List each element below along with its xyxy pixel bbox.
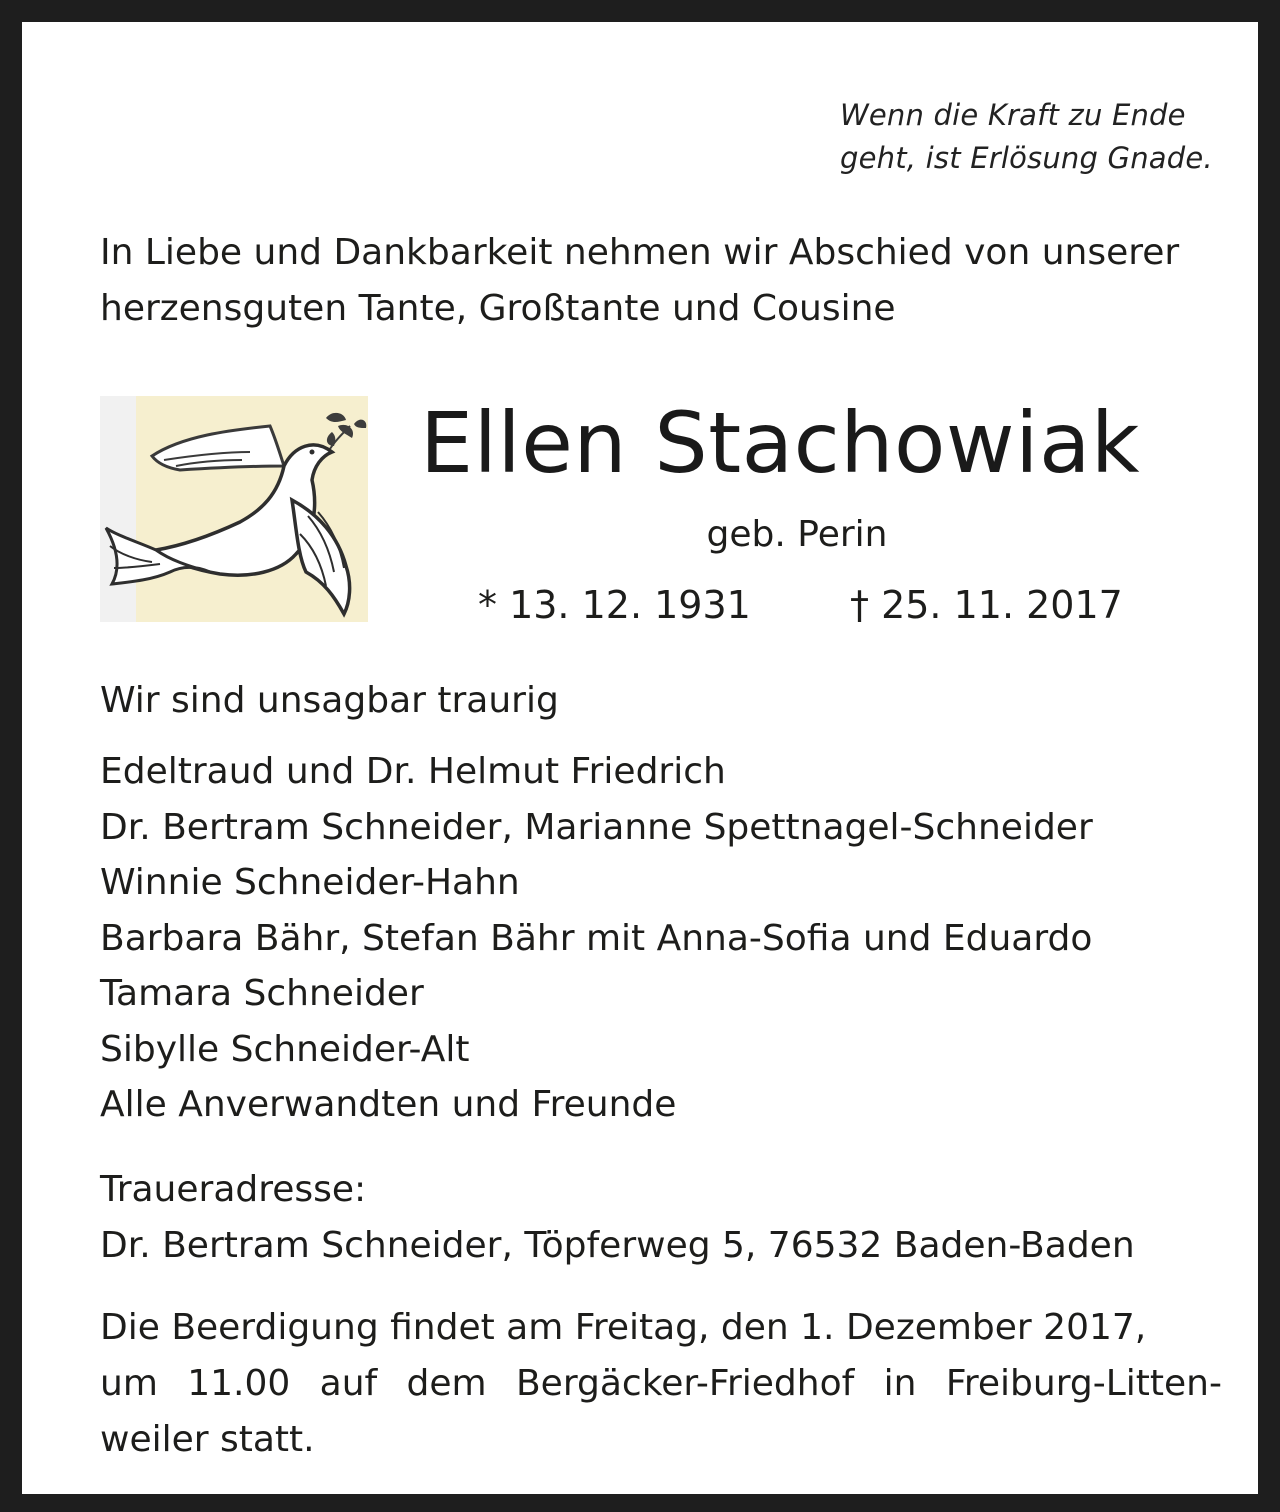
funeral-word: um xyxy=(100,1363,158,1404)
intro-text xyxy=(100,225,1250,337)
funeral-word: 11.00 xyxy=(187,1363,291,1404)
motto-line-1: Wenn die Kraft zu Ende xyxy=(840,98,1186,132)
funeral-word: auf xyxy=(319,1363,378,1404)
funeral-line-3: weiler statt. xyxy=(100,1419,315,1460)
funeral-word: Freiburg-Litten- xyxy=(945,1363,1222,1404)
dove-image xyxy=(100,396,368,622)
mourner-entry: Alle Anverwandten und Freunde xyxy=(100,1084,677,1125)
motto-quote xyxy=(840,94,1260,180)
funeral-notice xyxy=(100,1300,1222,1468)
funeral-line-2 xyxy=(100,1356,1222,1412)
mourner-entry: Winnie Schneider-Hahn xyxy=(100,862,520,903)
funeral-line-1: Die Beerdigung findet am Freitag, den 1. Dezember 2017, xyxy=(100,1307,1147,1348)
mourner-entry: Edeltraud und Dr. Helmut Friedrich xyxy=(100,751,726,792)
maiden-name: geb. Perin xyxy=(706,514,888,555)
deceased-name: Ellen Stachowiak xyxy=(420,394,1141,492)
address-value: Dr. Bertram Schneider, Töpferweg 5, 76532 Baden-Baden xyxy=(100,1225,1135,1266)
dove-with-branch-icon xyxy=(100,396,368,622)
motto-line-2: geht, ist Erlösung Gnade. xyxy=(840,141,1213,175)
intro-line-2: herzensguten Tante, Großtante und Cousine xyxy=(100,288,896,329)
intro-line-1: In Liebe und Dankbarkeit nehmen wir Abschied von unserer xyxy=(100,232,1180,273)
address-label: Traueradresse: xyxy=(100,1169,367,1210)
funeral-word: Bergäcker-Friedhof xyxy=(515,1363,855,1404)
mourner-entry: Barbara Bähr, Stefan Bähr mit Anna-Sofia und Eduardo xyxy=(100,917,1093,959)
funeral-word: in xyxy=(883,1363,917,1404)
mourning-address xyxy=(100,1162,1135,1274)
mourner-entry: Tamara Schneider xyxy=(100,973,424,1014)
funeral-word: dem xyxy=(406,1363,487,1404)
mourners-list xyxy=(100,744,1260,1133)
death-date: † 25. 11. 2017 xyxy=(850,583,1123,627)
birth-date: * 13. 12. 1931 xyxy=(478,583,751,627)
mourner-entry: Sibylle Schneider-Alt xyxy=(100,1028,470,1070)
mourning-statement: Wir sind unsagbar traurig xyxy=(100,680,559,721)
mourner-entry: Dr. Bertram Schneider, Marianne Spettnagel-Schneider xyxy=(100,806,1093,848)
